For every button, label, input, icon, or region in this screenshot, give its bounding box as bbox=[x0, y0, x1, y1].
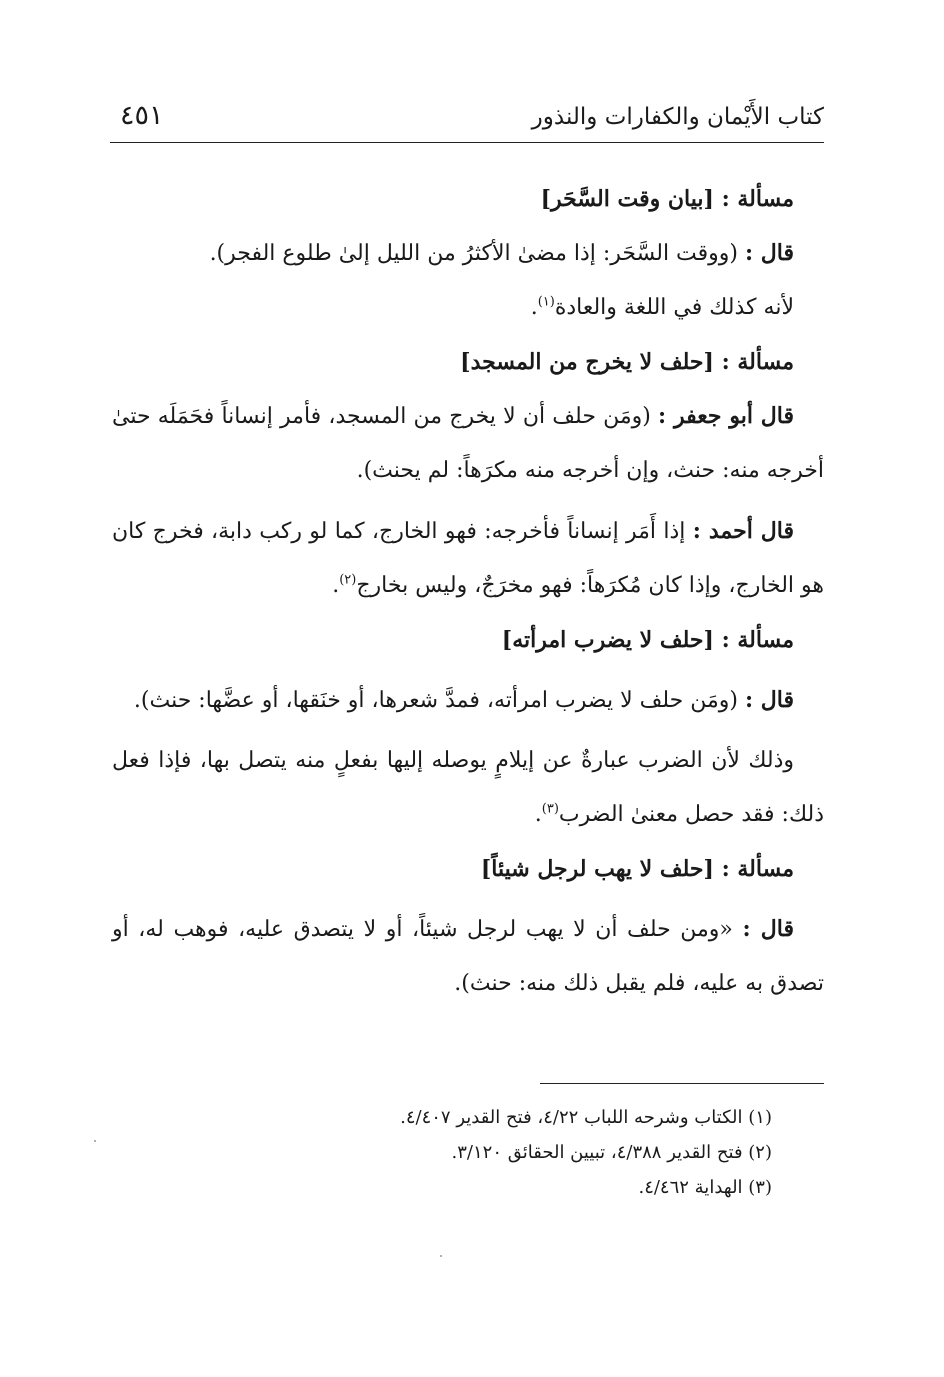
paragraph: وذلك لأن الضرب عبارةٌ عن إيلامٍ يوصله إليها بفعلٍ منه يتصل بها، فإذا فعل ذلك: فقد حصل معنىٰ الضرب$^{(٣)}$. bbox=[112, 748, 824, 827]
chapter-title: كتاب الأَيْمان والكفارات والنذور bbox=[531, 104, 824, 130]
section-heading: مسألة : [حلف لا يخرج من المسجد] bbox=[460, 349, 794, 375]
footnote: (٢) فتح القدير ٤/٣٨٨، تبيين الحقائق ٣/١٢٠. bbox=[451, 1142, 772, 1163]
footnotes bbox=[112, 1100, 772, 1205]
page-number: ٤٥١ bbox=[120, 100, 164, 131]
section-heading: مسألة : [حلف لا يضرب امرأته] bbox=[501, 627, 794, 653]
scan-speck bbox=[94, 1140, 96, 1142]
section-heading: مسألة : [حلف لا يهب لرجل شيئاً] bbox=[480, 856, 794, 882]
footnote: (١) الكتاب وشرحه اللباب ٤/٢٢، فتح القدير ٤/٤٠٧. bbox=[400, 1107, 772, 1128]
paragraph: قال : (ووقت السَّحَر: إذا مضىٰ الأكثرُ من الليل إلىٰ طلوع الفجر). bbox=[209, 240, 794, 266]
footnote-ref: (٣) bbox=[541, 801, 559, 817]
header-rule bbox=[110, 142, 824, 143]
footnote: (٣) الهداية ٤/٤٦٢. bbox=[638, 1177, 772, 1198]
footnote-ref: (٢) bbox=[339, 572, 357, 588]
paragraph: قال : (ومَن حلف لا يضرب امرأته، فمدَّ شعرها، أو خنَقها، أو عضَّها: حنث). bbox=[133, 687, 794, 713]
page-body bbox=[112, 172, 824, 1011]
running-header bbox=[112, 100, 824, 140]
footnote-rule bbox=[540, 1083, 824, 1084]
section-heading: مسألة : [بيان وقت السَّحَر] bbox=[540, 186, 794, 212]
paragraph: قال أحمد : إذا أَمَر إنساناً فأخرجه: فهو الخارج، كما لو ركب دابة، فخرج كان هو الخارج، وإذا كان مُكرَهاً: فهو مخرَجٌ، وليس بخارج$^{(٢)}$. bbox=[112, 518, 824, 598]
paragraph: قال أبو جعفر : (ومَن حلف أن لا يخرج من المسجد، فأمر إنساناً فحَمَلَه حتىٰ أخرجه منه: حنث، وإن أخرجه منه مكرَهاً: لم يحنث). bbox=[112, 403, 824, 483]
footnote-ref: (١) bbox=[537, 294, 555, 310]
paragraph: قال : «ومن حلف أن لا يهب لرجل شيئاً، أو لا يتصدق عليه، فوهب له، أو تصدق به عليه، فلم يقبل ذلك منه: حنث). bbox=[112, 916, 824, 996]
scan-speck bbox=[440, 1255, 442, 1257]
paragraph: لأنه كذلك في اللغة والعادة$^{(١)}$. bbox=[530, 294, 794, 320]
